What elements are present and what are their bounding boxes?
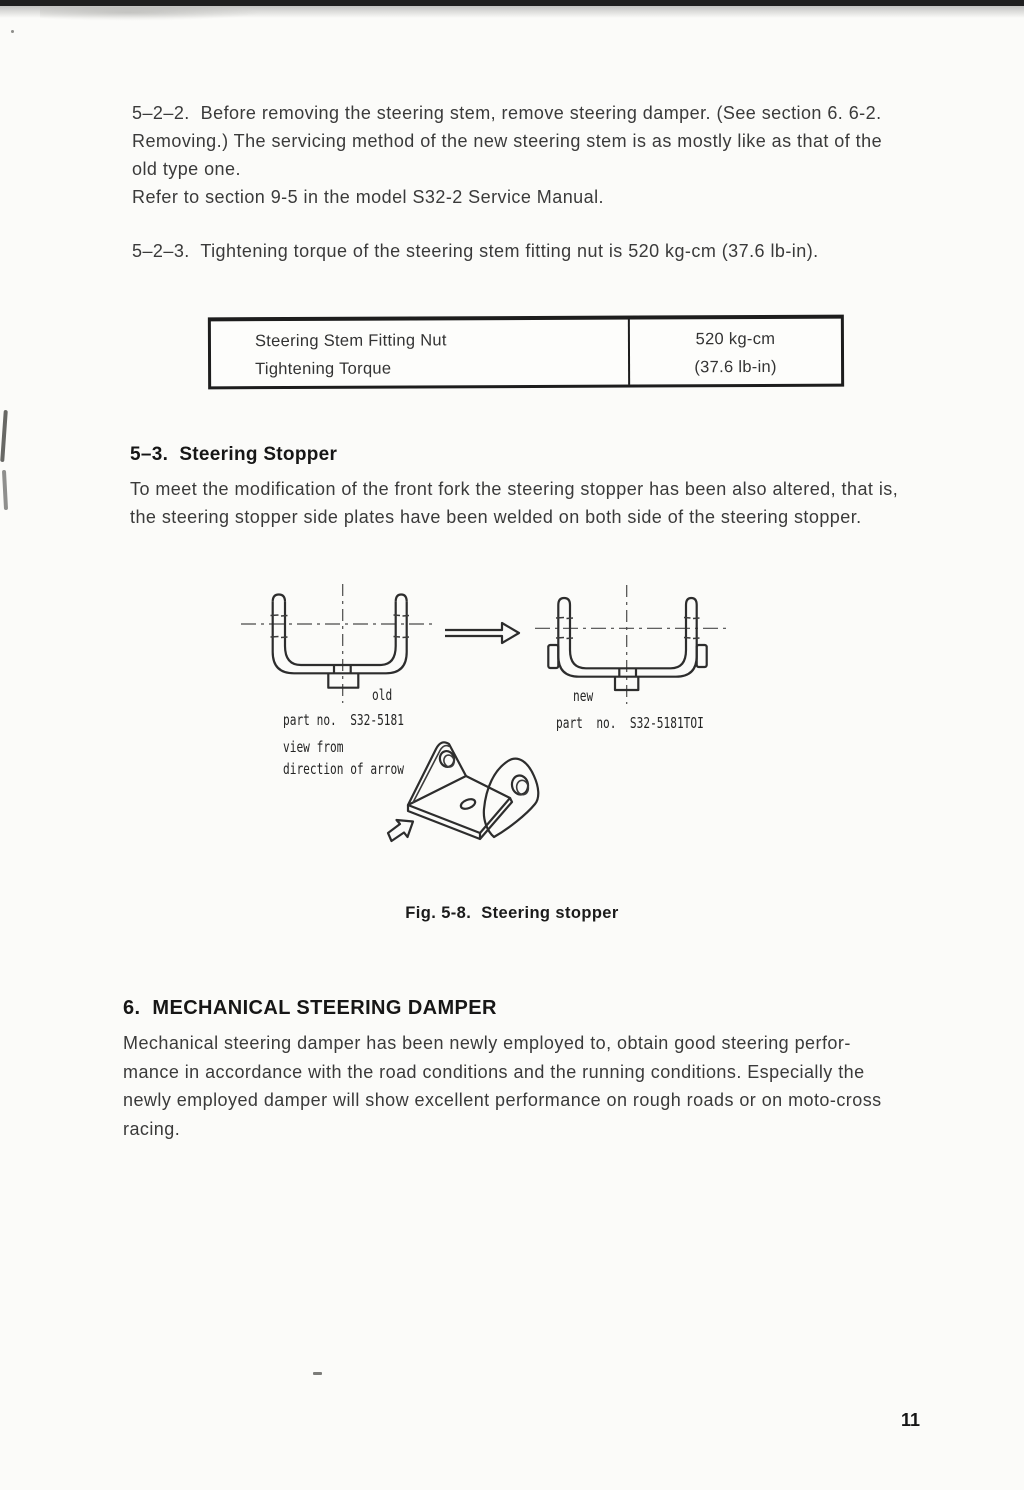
torque-table bbox=[208, 315, 844, 390]
paragraph-line: Mechanical steering damper has been newly employed to, obtain good steering perfor- bbox=[123, 1033, 851, 1053]
paragraph-5-3 bbox=[130, 475, 898, 531]
section-heading-6: 6. MECHANICAL STEERING DAMPER bbox=[123, 997, 497, 1019]
new-part-number: part no. S32-5181TOI bbox=[556, 714, 704, 732]
old-bracket-label: old bbox=[372, 686, 393, 704]
change-arrow-icon bbox=[442, 620, 522, 648]
paragraph-line: the steering stopper side plates have been welded on both side of the steering stopper. bbox=[130, 507, 862, 527]
base-oval-hole bbox=[459, 797, 476, 810]
section-heading-5-3: 5–3. Steering Stopper bbox=[130, 444, 338, 465]
scan-speck bbox=[313, 1372, 322, 1375]
old-bracket-diagram bbox=[240, 582, 440, 707]
stud-thread-ticks bbox=[271, 615, 410, 638]
paragraph-line: newly employed damper will show excellent performance on rough roads or on moto-cross bbox=[123, 1090, 882, 1110]
table-cell-text: Tightening Torque bbox=[255, 359, 392, 379]
view-direction-arrow-icon bbox=[388, 820, 413, 841]
paragraph-line: 5–2–3. Tightening torque of the steering stem fitting nut is 520 kg-cm (37.6 lb-in). bbox=[132, 241, 819, 261]
new-bracket-inner-outline bbox=[570, 605, 686, 668]
stud-caps bbox=[273, 595, 407, 602]
torque-table-name-cell bbox=[211, 320, 630, 387]
table-cell-text: (37.6 lb-in) bbox=[694, 357, 777, 377]
paragraph-line: Removing.) The servicing method of the new steering stem is as mostly like as that of the bbox=[132, 131, 883, 151]
paragraph-5-2-3 bbox=[132, 237, 819, 265]
paragraph-line: To meet the modification of the front fork the steering stopper has been also altered, that is, bbox=[130, 479, 899, 499]
binding-mark bbox=[0, 410, 8, 462]
welded-side-plate-left bbox=[548, 645, 558, 668]
arrow-outline bbox=[445, 623, 519, 643]
paragraph-line: 5–2–2. Before removing the steering stem, remove steering damper. (See section 6. 6-2. bbox=[132, 103, 882, 123]
base-plate-thickness bbox=[408, 798, 512, 839]
table-cell-text: Steering Stem Fitting Nut bbox=[254, 331, 447, 351]
new-bracket-outer-outline bbox=[558, 605, 696, 677]
paragraph-line: old type one. bbox=[132, 159, 241, 179]
paragraph-line: Refer to section 9-5 in the model S32-2 Service Manual. bbox=[132, 187, 604, 207]
paragraph-5-2-2 bbox=[132, 99, 882, 211]
paragraph-line: mance in accordance with the road conditions and the running conditions. Especially the bbox=[123, 1061, 865, 1082]
base-plate-top bbox=[408, 776, 510, 833]
welded-side-plate-right bbox=[697, 645, 707, 667]
direction-of-arrow-label: direction of arrow bbox=[283, 760, 404, 778]
torque-table-value-cell bbox=[630, 319, 841, 385]
figure-caption: Fig. 5-8. Steering stopper bbox=[405, 904, 619, 922]
bracket-3d-view bbox=[386, 736, 546, 848]
scan-smudge bbox=[40, 7, 260, 21]
page-number: 11 bbox=[901, 1410, 921, 1430]
new-bracket-diagram bbox=[535, 582, 735, 707]
paragraph-line: racing. bbox=[123, 1118, 181, 1139]
old-bracket-inner-outline bbox=[285, 602, 396, 665]
paragraph-6 bbox=[123, 1029, 882, 1143]
new-bracket-label: new bbox=[573, 687, 594, 705]
old-part-number: part no. S32-5181 bbox=[283, 711, 404, 729]
table-cell-text: 520 kg-cm bbox=[695, 329, 776, 349]
view-from-label: view from bbox=[283, 738, 344, 756]
binding-mark bbox=[2, 470, 8, 510]
scan-speck bbox=[11, 30, 14, 33]
stud-caps bbox=[558, 598, 696, 605]
